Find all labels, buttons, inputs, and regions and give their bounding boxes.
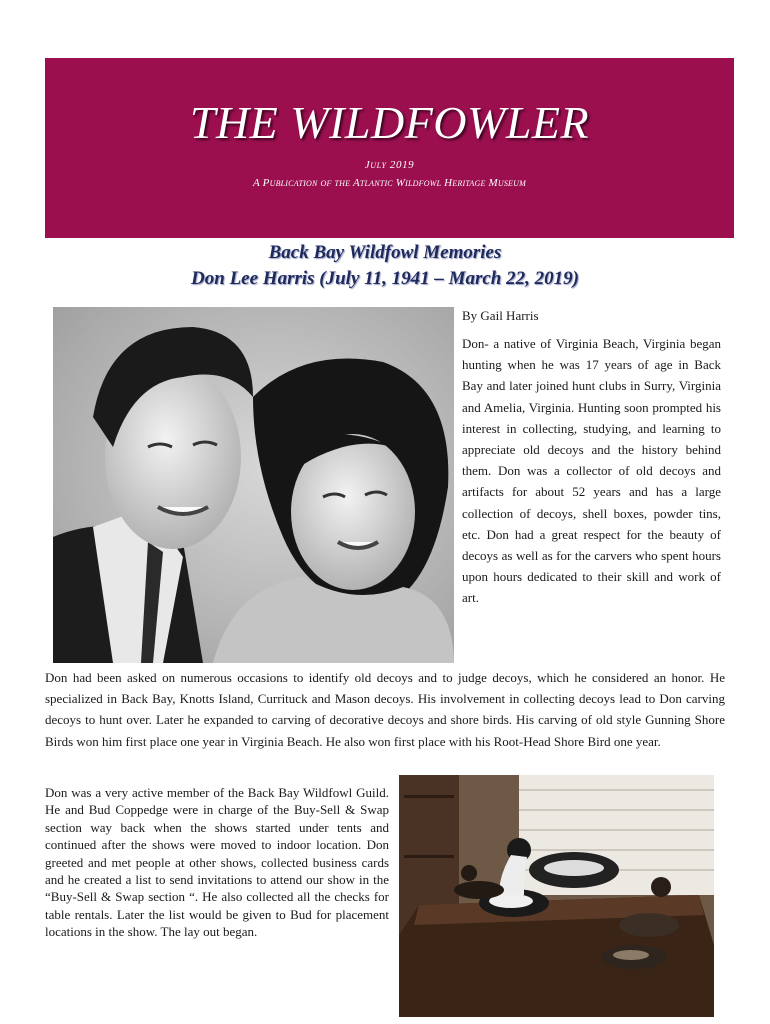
body-paragraph: Don had been asked on numerous occasions to identify old decoys and to judge decoys, which he considered an honor. He specialized in Back Bay, Knotts Island, Currituck and Mason decoys. His involvement in collecting decoys lead to Don carving decoys to hunt over. Later he expanded to carving of decorative decoys and shore birds. His carving of old style Gunning Shore Birds won him first place one year in Virginia Beach. He also won first place with his Root-Head Shore Bird one year. — [45, 670, 725, 749]
couple-portrait-photo — [53, 307, 454, 663]
article-headline: Back Bay Wildfowl Memories — [268, 242, 502, 263]
issue-date: July 2019 — [364, 159, 415, 171]
newsletter-title: THE WILDFOWLER — [189, 97, 590, 148]
guild-paragraph: Don was a very active member of the Back Bay Wildfowl Guild. He and Bud Coppedge were in charge of the Buy-Sell & Swap section way back when the shows started under tents and continued after the shows were moved to indoor location. Don greeted and met people at other shows, collected business cards and he created a list to send invitations to attend our show in the “Buy-Sell & Swap section “. He also collected all the checks for table rentals. Later the list would be given to Bud for placement locations in the show. The lay out began. — [45, 785, 389, 940]
intro-paragraph: Don- a native of Virginia Beach, Virginia began hunting when he was 17 years of age in Back Bay and later joined hunt clubs in Surry, Virginia and Amelia, Virginia. Hunting soon prompted his interest in collecting, studying, and learning to appreciate old decoys and the history behind them. Don was a collector of old decoys and artifacts for about 52 years and has a large collection of decoys, shell boxes, powder tins, etc. Don had a great respect for the beauty of decoys as well as for the carvers who spent hours upon hours dedicated to their skill and work of art. — [462, 336, 721, 606]
article-subheadline: Don Lee Harris (July 11, 1941 – March 22, 2019) — [191, 268, 579, 289]
publication-subtitle: A Publication of the Atlantic Wildfowl Heritage Museum — [253, 177, 526, 189]
author-byline: By Gail Harris — [462, 308, 539, 323]
decoys-on-table-photo — [399, 775, 714, 1017]
masthead-banner — [45, 58, 734, 238]
